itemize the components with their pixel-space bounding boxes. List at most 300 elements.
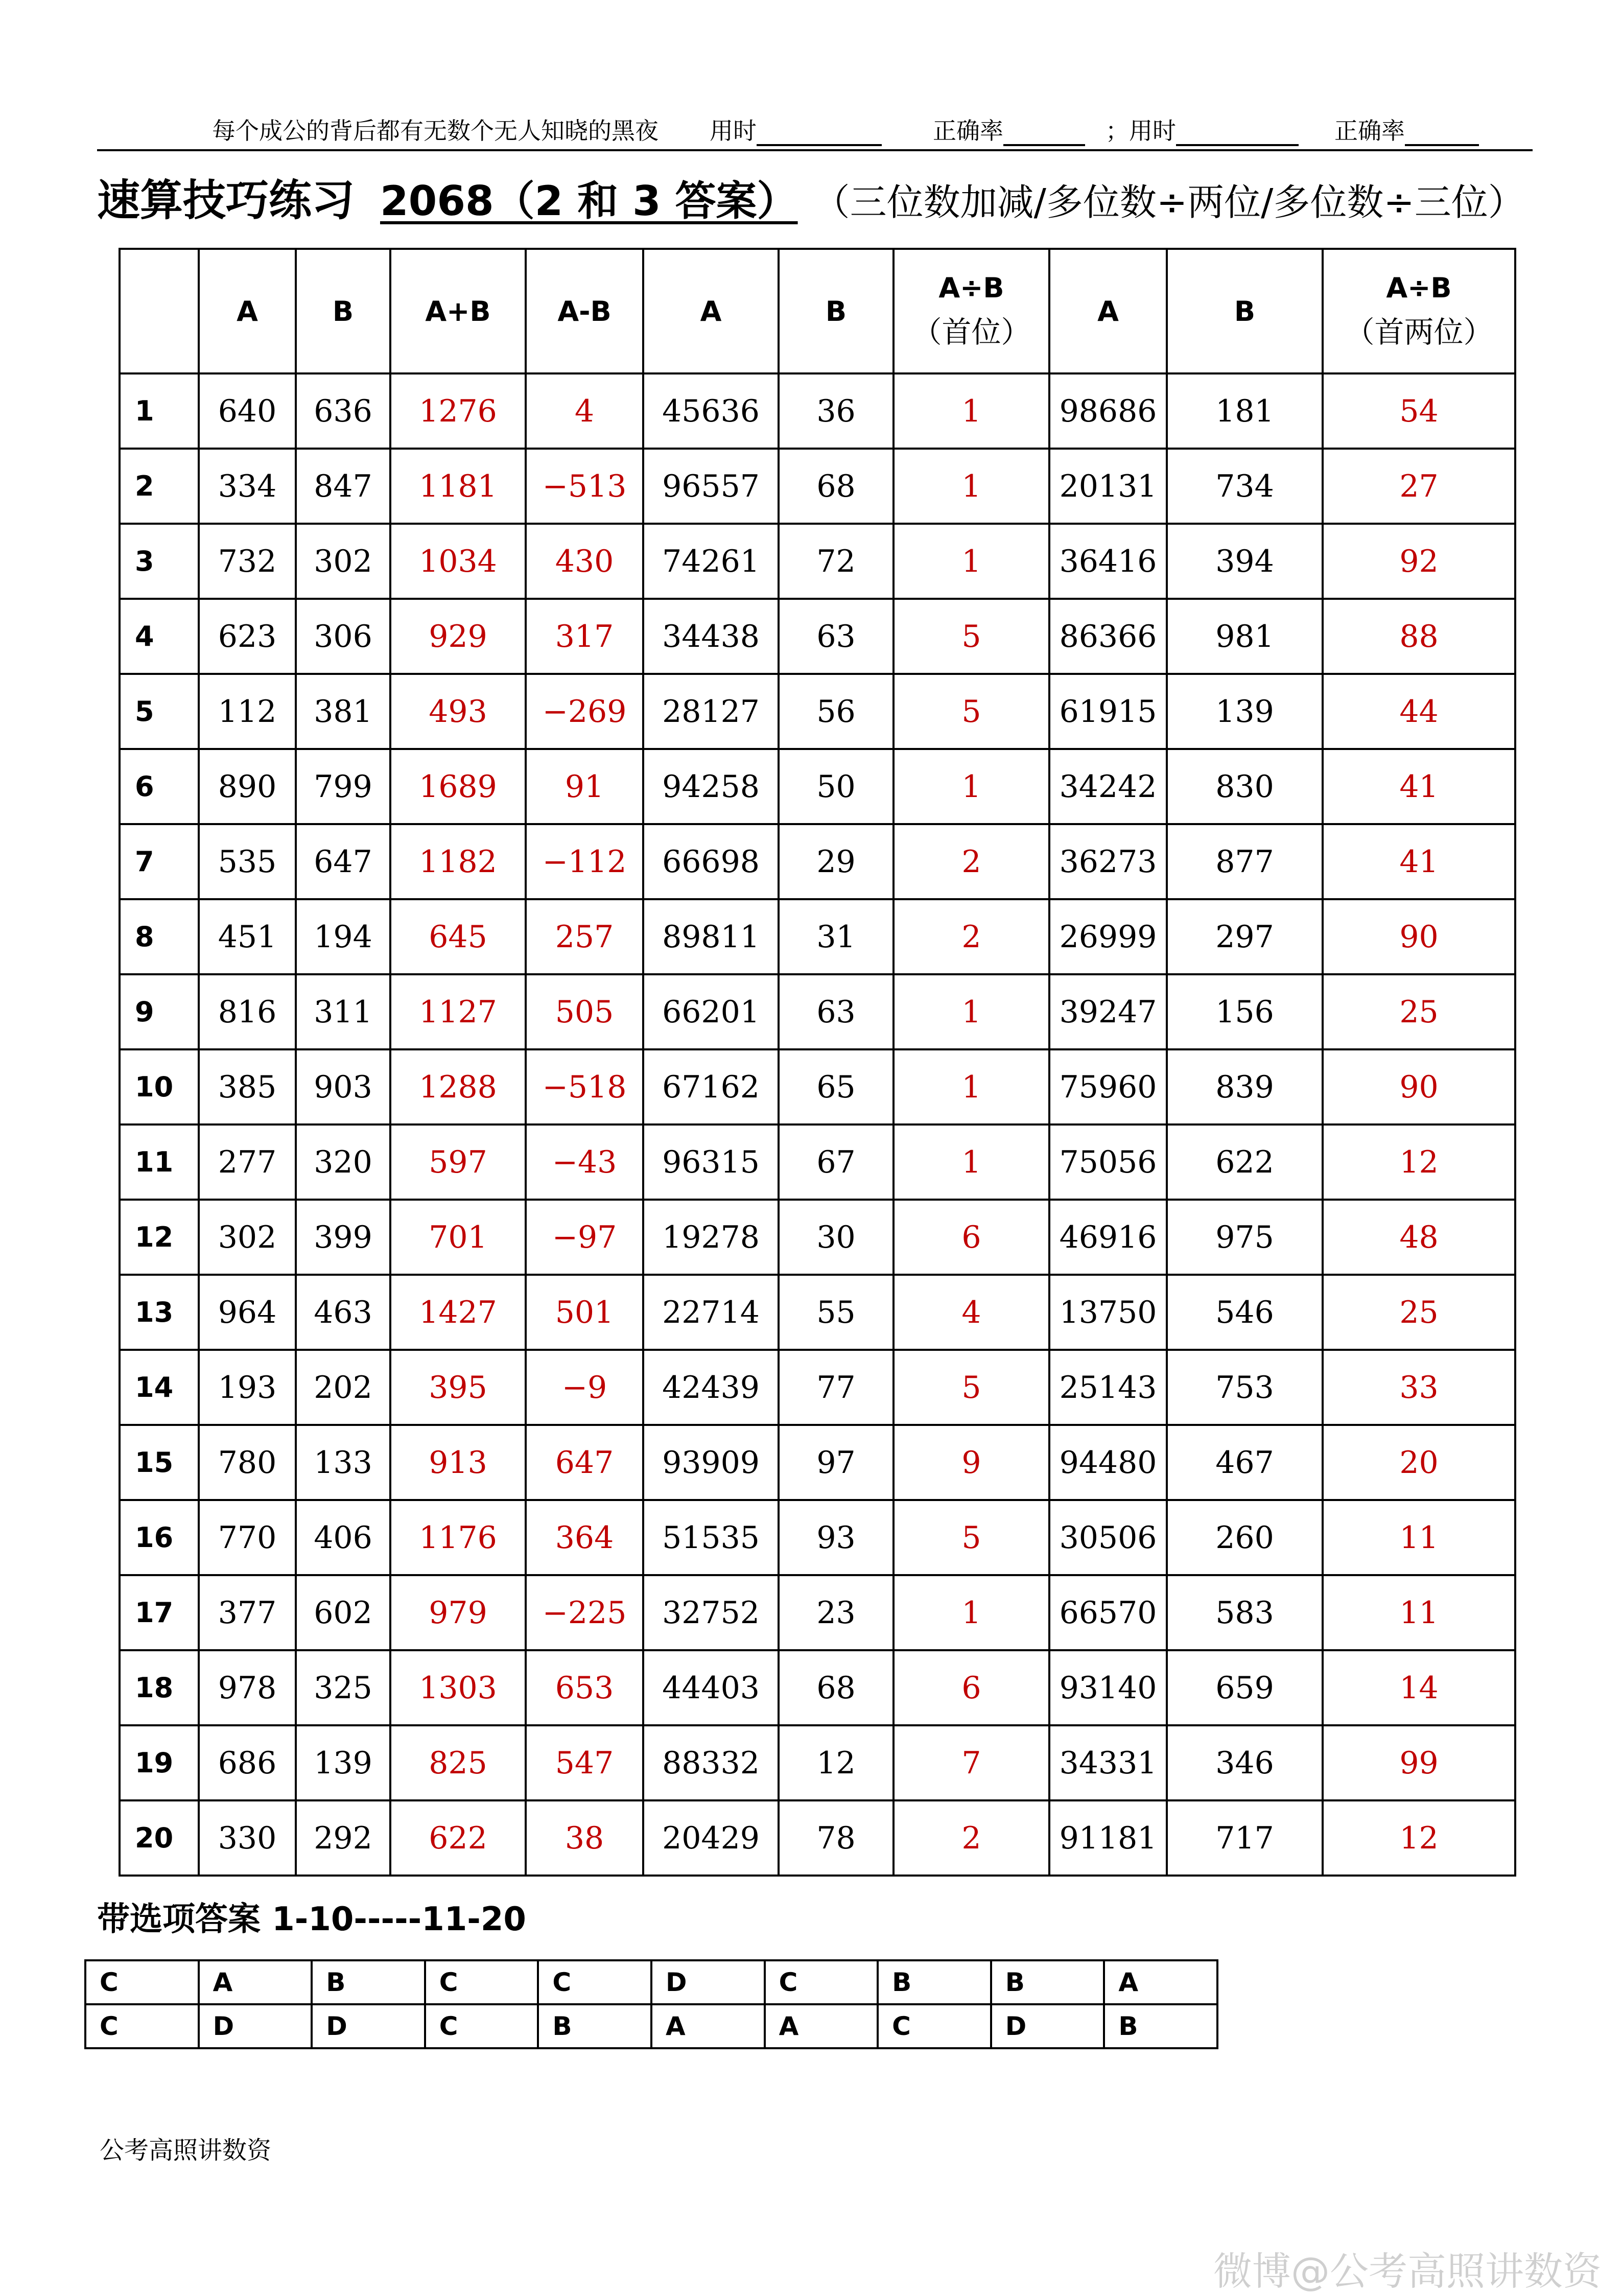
cell-b3: 156 xyxy=(1167,974,1323,1049)
cell-a2: 96315 xyxy=(643,1124,779,1200)
cell-a1: 732 xyxy=(199,524,296,599)
cell-sum: 1427 xyxy=(390,1275,526,1350)
selection-cell: D xyxy=(199,2004,312,2048)
cell-diff: −225 xyxy=(526,1575,643,1650)
cell-b2: 56 xyxy=(779,674,894,749)
cell-diff: 505 xyxy=(526,974,643,1049)
cell-diff: −112 xyxy=(526,824,643,899)
selection-cell: D xyxy=(312,2004,425,2048)
header-a3: A xyxy=(1049,249,1167,373)
cell-div1: 6 xyxy=(894,1200,1049,1275)
cell-b3: 260 xyxy=(1167,1500,1323,1575)
cell-a3: 46916 xyxy=(1049,1200,1167,1275)
cell-diff: −97 xyxy=(526,1200,643,1275)
time-label-1: 用时 xyxy=(710,117,757,145)
header-b1: B xyxy=(296,249,390,373)
cell-b3: 181 xyxy=(1167,373,1323,449)
cell-div1: 1 xyxy=(894,449,1049,524)
cell-sum: 493 xyxy=(390,674,526,749)
page-title xyxy=(97,166,1525,228)
cell-sum: 1127 xyxy=(390,974,526,1049)
selection-cell: D xyxy=(991,2004,1104,2048)
accuracy-label-2: 正确率 xyxy=(1334,117,1405,145)
title-topics: （三位数加减/多位数÷两位/多位数÷三位） xyxy=(813,181,1525,224)
cell-index: 17 xyxy=(120,1575,199,1650)
cell-a3: 39247 xyxy=(1049,974,1167,1049)
cell-a2: 88332 xyxy=(643,1725,779,1800)
cell-a3: 75960 xyxy=(1049,1049,1167,1124)
cell-a1: 385 xyxy=(199,1049,296,1124)
cell-b3: 753 xyxy=(1167,1350,1323,1425)
selection-table-body xyxy=(85,1960,1217,2048)
cell-b2: 23 xyxy=(779,1575,894,1650)
cell-b2: 72 xyxy=(779,524,894,599)
cell-b3: 346 xyxy=(1167,1725,1323,1800)
cell-sum: 1303 xyxy=(390,1650,526,1725)
cell-div2: 44 xyxy=(1323,674,1515,749)
cell-b2: 55 xyxy=(779,1275,894,1350)
cell-index: 20 xyxy=(120,1800,199,1876)
selection-cell: B xyxy=(1104,2004,1217,2048)
cell-a2: 32752 xyxy=(643,1575,779,1650)
cell-b1: 399 xyxy=(296,1200,390,1275)
cell-a3: 98686 xyxy=(1049,373,1167,449)
title-main: 速算技巧练习 xyxy=(97,175,355,225)
selection-cell: A xyxy=(765,2004,878,2048)
motto: 每个成公的背后都有无数个无人知晓的黑夜 xyxy=(212,117,659,145)
table-row xyxy=(120,1725,1515,1800)
cell-index: 5 xyxy=(120,674,199,749)
cell-b1: 325 xyxy=(296,1650,390,1725)
time-blank-1[interactable] xyxy=(757,124,882,146)
cell-b1: 320 xyxy=(296,1124,390,1200)
cell-b1: 406 xyxy=(296,1500,390,1575)
cell-b1: 202 xyxy=(296,1350,390,1425)
cell-index: 6 xyxy=(120,749,199,824)
selection-cell: C xyxy=(538,1960,651,2004)
cell-a3: 36416 xyxy=(1049,524,1167,599)
cell-a2: 22714 xyxy=(643,1275,779,1350)
cell-a2: 42439 xyxy=(643,1350,779,1425)
header-b2: B xyxy=(779,249,894,373)
cell-a1: 193 xyxy=(199,1350,296,1425)
cell-a3: 34331 xyxy=(1049,1725,1167,1800)
cell-diff: 430 xyxy=(526,524,643,599)
cell-b1: 311 xyxy=(296,974,390,1049)
header-div1-sub: （首位） xyxy=(912,314,1031,349)
cell-diff: 317 xyxy=(526,599,643,674)
selection-row xyxy=(85,1960,1217,2004)
cell-b3: 394 xyxy=(1167,524,1323,599)
header-a2: A xyxy=(643,249,779,373)
cell-a2: 74261 xyxy=(643,524,779,599)
cell-a3: 66570 xyxy=(1049,1575,1167,1650)
watermark: 微博@公考高照讲数资 xyxy=(1213,2248,1602,2294)
cell-a3: 34242 xyxy=(1049,749,1167,824)
table-row xyxy=(120,1275,1515,1350)
cell-div2: 20 xyxy=(1323,1425,1515,1500)
cell-index: 1 xyxy=(120,373,199,449)
table-row xyxy=(120,974,1515,1049)
header-sum: A+B xyxy=(390,249,526,373)
cell-div2: 11 xyxy=(1323,1575,1515,1650)
table-row xyxy=(120,749,1515,824)
cell-b2: 97 xyxy=(779,1425,894,1500)
cell-b3: 839 xyxy=(1167,1049,1323,1124)
table-row xyxy=(120,1049,1515,1124)
table-row xyxy=(120,899,1515,974)
table-row xyxy=(120,674,1515,749)
table-row xyxy=(120,599,1515,674)
cell-a1: 330 xyxy=(199,1800,296,1876)
cell-a1: 377 xyxy=(199,1575,296,1650)
cell-a3: 94480 xyxy=(1049,1425,1167,1500)
cell-index: 16 xyxy=(120,1500,199,1575)
cell-a3: 75056 xyxy=(1049,1124,1167,1200)
cell-a2: 94258 xyxy=(643,749,779,824)
cell-b2: 12 xyxy=(779,1725,894,1800)
cell-a3: 20131 xyxy=(1049,449,1167,524)
cell-a2: 19278 xyxy=(643,1200,779,1275)
cell-a3: 36273 xyxy=(1049,824,1167,899)
cell-div1: 2 xyxy=(894,824,1049,899)
cell-diff: 4 xyxy=(526,373,643,449)
cell-a1: 890 xyxy=(199,749,296,824)
cell-b3: 717 xyxy=(1167,1800,1323,1876)
cell-a2: 93909 xyxy=(643,1425,779,1500)
header-diff: A-B xyxy=(526,249,643,373)
selection-answer-table xyxy=(84,1959,1218,2049)
cell-div1: 4 xyxy=(894,1275,1049,1350)
selection-cell: C xyxy=(425,1960,538,2004)
cell-b2: 68 xyxy=(779,449,894,524)
cell-a1: 686 xyxy=(199,1725,296,1800)
table-row xyxy=(120,1500,1515,1575)
time-label-2: 用时 xyxy=(1129,117,1176,145)
cell-a3: 26999 xyxy=(1049,899,1167,974)
header-div1 xyxy=(894,249,1049,373)
exercise-table xyxy=(119,248,1516,1877)
selection-cell: C xyxy=(425,2004,538,2048)
cell-b2: 78 xyxy=(779,1800,894,1876)
selection-row xyxy=(85,2004,1217,2048)
cell-index: 14 xyxy=(120,1350,199,1425)
cell-a2: 51535 xyxy=(643,1500,779,1575)
cell-a1: 780 xyxy=(199,1425,296,1500)
cell-div2: 41 xyxy=(1323,824,1515,899)
cell-b1: 602 xyxy=(296,1575,390,1650)
header-separator: ； xyxy=(1106,117,1129,145)
cell-diff: 364 xyxy=(526,1500,643,1575)
accuracy-blank-2[interactable] xyxy=(1405,124,1479,146)
cell-sum: 622 xyxy=(390,1800,526,1876)
cell-diff: 257 xyxy=(526,899,643,974)
cell-diff: −518 xyxy=(526,1049,643,1124)
cell-div1: 1 xyxy=(894,1124,1049,1200)
cell-div2: 92 xyxy=(1323,524,1515,599)
header-div2-sub: （首两位） xyxy=(1345,314,1493,349)
cell-a2: 44403 xyxy=(643,1650,779,1725)
cell-a1: 451 xyxy=(199,899,296,974)
cell-div1: 1 xyxy=(894,524,1049,599)
accuracy-label-1: 正确率 xyxy=(933,117,1003,145)
cell-index: 11 xyxy=(120,1124,199,1200)
cell-b2: 36 xyxy=(779,373,894,449)
cell-index: 19 xyxy=(120,1725,199,1800)
cell-a3: 25143 xyxy=(1049,1350,1167,1425)
cell-b3: 734 xyxy=(1167,449,1323,524)
table-row xyxy=(120,373,1515,449)
cell-sum: 1288 xyxy=(390,1049,526,1124)
cell-a2: 66698 xyxy=(643,824,779,899)
cell-a3: 61915 xyxy=(1049,674,1167,749)
selection-cell: B xyxy=(878,1960,991,2004)
cell-b1: 194 xyxy=(296,899,390,974)
cell-a2: 67162 xyxy=(643,1049,779,1124)
cell-sum: 1176 xyxy=(390,1500,526,1575)
cell-a1: 964 xyxy=(199,1275,296,1350)
cell-b2: 31 xyxy=(779,899,894,974)
cell-div1: 5 xyxy=(894,674,1049,749)
selection-cell: C xyxy=(85,2004,199,2048)
cell-div2: 41 xyxy=(1323,749,1515,824)
cell-index: 10 xyxy=(120,1049,199,1124)
cell-b3: 830 xyxy=(1167,749,1323,824)
cell-sum: 1182 xyxy=(390,824,526,899)
selection-cell: A xyxy=(1104,1960,1217,2004)
cell-a3: 30506 xyxy=(1049,1500,1167,1575)
cell-div2: 12 xyxy=(1323,1800,1515,1876)
cell-div1: 7 xyxy=(894,1725,1049,1800)
cell-div1: 5 xyxy=(894,1500,1049,1575)
cell-b2: 29 xyxy=(779,824,894,899)
header-a1: A xyxy=(199,249,296,373)
cell-sum: 1689 xyxy=(390,749,526,824)
cell-diff: −269 xyxy=(526,674,643,749)
cell-a1: 770 xyxy=(199,1500,296,1575)
cell-b3: 467 xyxy=(1167,1425,1323,1500)
cell-b2: 93 xyxy=(779,1500,894,1575)
cell-div1: 5 xyxy=(894,1350,1049,1425)
cell-diff: 653 xyxy=(526,1650,643,1725)
cell-a3: 86366 xyxy=(1049,599,1167,674)
cell-b3: 659 xyxy=(1167,1650,1323,1725)
cell-sum: 913 xyxy=(390,1425,526,1500)
cell-diff: 647 xyxy=(526,1425,643,1500)
cell-b3: 297 xyxy=(1167,899,1323,974)
cell-a1: 978 xyxy=(199,1650,296,1725)
cell-b3: 139 xyxy=(1167,674,1323,749)
cell-a2: 34438 xyxy=(643,599,779,674)
cell-div2: 25 xyxy=(1323,974,1515,1049)
cell-index: 18 xyxy=(120,1650,199,1725)
cell-sum: 825 xyxy=(390,1725,526,1800)
cell-sum: 1181 xyxy=(390,449,526,524)
table-row xyxy=(120,449,1515,524)
cell-div2: 27 xyxy=(1323,449,1515,524)
cell-b2: 77 xyxy=(779,1350,894,1425)
cell-a3: 13750 xyxy=(1049,1275,1167,1350)
cell-b3: 583 xyxy=(1167,1575,1323,1650)
cell-a2: 96557 xyxy=(643,449,779,524)
cell-b1: 636 xyxy=(296,373,390,449)
cell-b3: 877 xyxy=(1167,824,1323,899)
cell-diff: −513 xyxy=(526,449,643,524)
cell-div1: 9 xyxy=(894,1425,1049,1500)
table-row xyxy=(120,1650,1515,1725)
cell-b2: 63 xyxy=(779,599,894,674)
cell-b2: 67 xyxy=(779,1124,894,1200)
cell-index: 7 xyxy=(120,824,199,899)
cell-div2: 11 xyxy=(1323,1500,1515,1575)
cell-index: 13 xyxy=(120,1275,199,1350)
cell-diff: −9 xyxy=(526,1350,643,1425)
cell-b1: 302 xyxy=(296,524,390,599)
cell-sum: 929 xyxy=(390,599,526,674)
selection-cell: B xyxy=(538,2004,651,2048)
cell-a1: 623 xyxy=(199,599,296,674)
table-row xyxy=(120,1575,1515,1650)
cell-div2: 90 xyxy=(1323,899,1515,974)
table-row xyxy=(120,1350,1515,1425)
cell-index: 3 xyxy=(120,524,199,599)
cell-diff: 547 xyxy=(526,1725,643,1800)
table-row xyxy=(120,1425,1515,1500)
cell-div1: 2 xyxy=(894,899,1049,974)
cell-sum: 979 xyxy=(390,1575,526,1650)
cell-a2: 66201 xyxy=(643,974,779,1049)
cell-b1: 647 xyxy=(296,824,390,899)
cell-index: 2 xyxy=(120,449,199,524)
cell-div2: 90 xyxy=(1323,1049,1515,1124)
cell-div2: 54 xyxy=(1323,373,1515,449)
header-index xyxy=(120,249,199,373)
cell-div2: 14 xyxy=(1323,1650,1515,1725)
cell-div2: 12 xyxy=(1323,1124,1515,1200)
cell-a1: 816 xyxy=(199,974,296,1049)
cell-a3: 91181 xyxy=(1049,1800,1167,1876)
cell-div1: 1 xyxy=(894,1049,1049,1124)
cell-a2: 28127 xyxy=(643,674,779,749)
header-b3: B xyxy=(1167,249,1323,373)
cell-b3: 981 xyxy=(1167,599,1323,674)
cell-sum: 701 xyxy=(390,1200,526,1275)
header-div2 xyxy=(1323,249,1515,373)
cell-sum: 1276 xyxy=(390,373,526,449)
selection-cell: A xyxy=(199,1960,312,2004)
cell-a3: 93140 xyxy=(1049,1650,1167,1725)
selection-cell: C xyxy=(765,1960,878,2004)
cell-div2: 88 xyxy=(1323,599,1515,674)
cell-a1: 640 xyxy=(199,373,296,449)
cell-diff: 501 xyxy=(526,1275,643,1350)
cell-div1: 1 xyxy=(894,749,1049,824)
cell-b3: 975 xyxy=(1167,1200,1323,1275)
table-row xyxy=(120,524,1515,599)
cell-b1: 306 xyxy=(296,599,390,674)
cell-b2: 50 xyxy=(779,749,894,824)
cell-div1: 1 xyxy=(894,974,1049,1049)
cell-a1: 302 xyxy=(199,1200,296,1275)
table-row xyxy=(120,1124,1515,1200)
time-blank-2[interactable] xyxy=(1176,124,1299,146)
selection-cell: B xyxy=(312,1960,425,2004)
selection-cell: A xyxy=(651,2004,765,2048)
cell-a2: 45636 xyxy=(643,373,779,449)
cell-diff: −43 xyxy=(526,1124,643,1200)
cell-b2: 63 xyxy=(779,974,894,1049)
selection-cell: D xyxy=(651,1960,765,2004)
cell-diff: 38 xyxy=(526,1800,643,1876)
table-row xyxy=(120,1200,1515,1275)
cell-sum: 395 xyxy=(390,1350,526,1425)
cell-b3: 622 xyxy=(1167,1124,1323,1200)
cell-index: 12 xyxy=(120,1200,199,1275)
cell-b1: 799 xyxy=(296,749,390,824)
cell-b2: 68 xyxy=(779,1650,894,1725)
cell-a1: 334 xyxy=(199,449,296,524)
cell-div1: 5 xyxy=(894,599,1049,674)
selection-cell: B xyxy=(991,1960,1104,2004)
header-line xyxy=(97,112,1533,146)
cell-diff: 91 xyxy=(526,749,643,824)
selection-cell: C xyxy=(85,1960,199,2004)
header-div1-label: A÷B xyxy=(938,271,1004,304)
cell-index: 9 xyxy=(120,974,199,1049)
cell-sum: 645 xyxy=(390,899,526,974)
cell-div2: 25 xyxy=(1323,1275,1515,1350)
selection-title: 带选项答案 1-10-----11-20 xyxy=(97,1901,526,1938)
accuracy-blank-1[interactable] xyxy=(1003,124,1085,146)
header-divider xyxy=(97,149,1533,151)
cell-sum: 1034 xyxy=(390,524,526,599)
cell-b1: 139 xyxy=(296,1725,390,1800)
cell-index: 4 xyxy=(120,599,199,674)
cell-div2: 48 xyxy=(1323,1200,1515,1275)
cell-div1: 1 xyxy=(894,1575,1049,1650)
cell-a1: 112 xyxy=(199,674,296,749)
cell-b1: 847 xyxy=(296,449,390,524)
footer-source: 公考高照讲数资 xyxy=(100,2136,272,2165)
selection-cell: C xyxy=(878,2004,991,2048)
cell-a1: 535 xyxy=(199,824,296,899)
cell-sum: 597 xyxy=(390,1124,526,1200)
cell-b1: 292 xyxy=(296,1800,390,1876)
title-code: 2068（2 和 3 答案） xyxy=(380,177,798,225)
cell-b1: 381 xyxy=(296,674,390,749)
cell-index: 8 xyxy=(120,899,199,974)
table-row xyxy=(120,1800,1515,1876)
cell-div1: 6 xyxy=(894,1650,1049,1725)
table-row xyxy=(120,824,1515,899)
cell-div1: 1 xyxy=(894,373,1049,449)
cell-b2: 30 xyxy=(779,1200,894,1275)
cell-a1: 277 xyxy=(199,1124,296,1200)
cell-b3: 546 xyxy=(1167,1275,1323,1350)
table-header-row xyxy=(120,249,1515,373)
header-div2-label: A÷B xyxy=(1386,271,1452,304)
cell-b1: 133 xyxy=(296,1425,390,1500)
cell-b2: 65 xyxy=(779,1049,894,1124)
cell-a2: 89811 xyxy=(643,899,779,974)
cell-index: 15 xyxy=(120,1425,199,1500)
cell-div2: 99 xyxy=(1323,1725,1515,1800)
cell-b1: 903 xyxy=(296,1049,390,1124)
cell-div1: 2 xyxy=(894,1800,1049,1876)
cell-a2: 20429 xyxy=(643,1800,779,1876)
cell-b1: 463 xyxy=(296,1275,390,1350)
cell-div2: 33 xyxy=(1323,1350,1515,1425)
